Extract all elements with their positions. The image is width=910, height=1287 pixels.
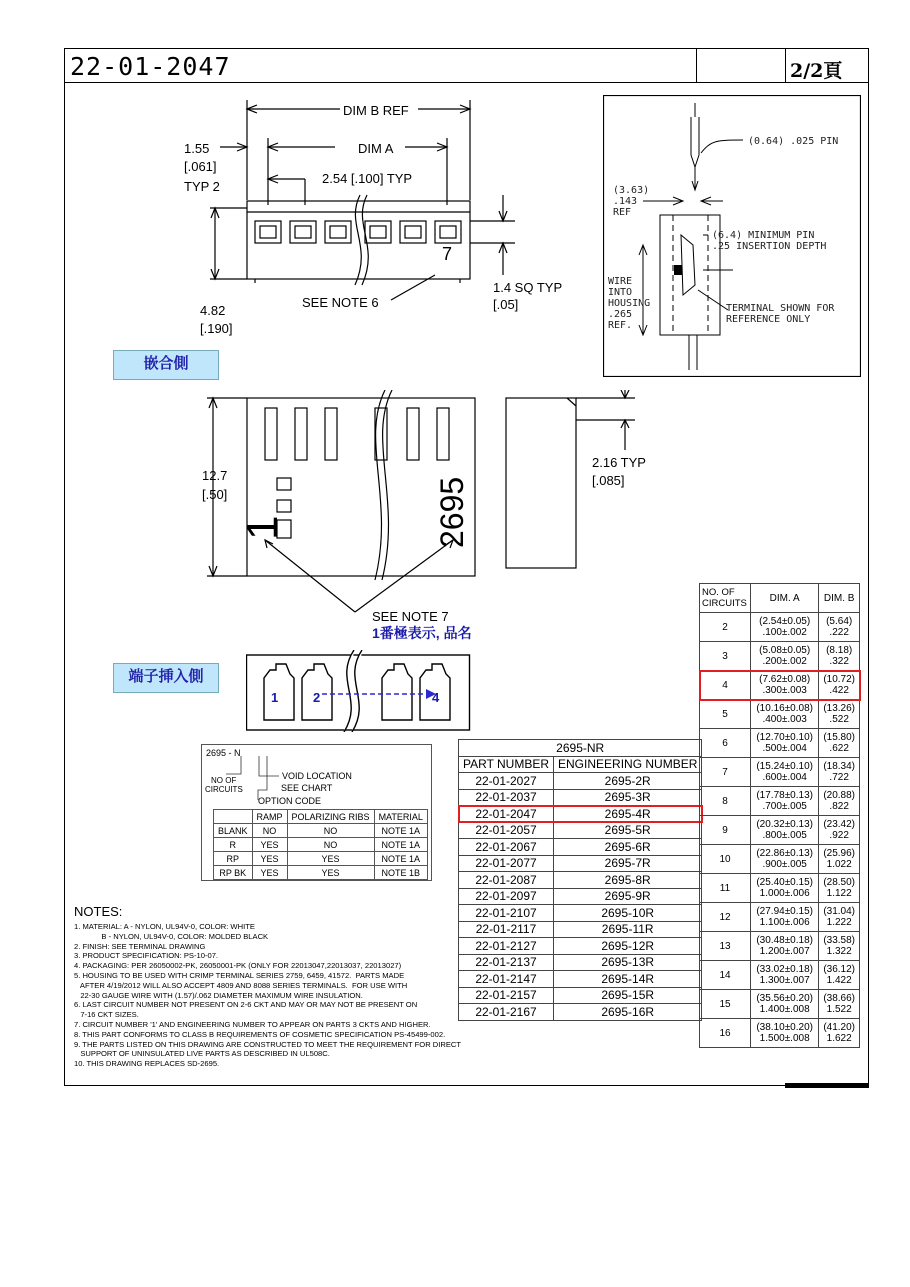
- height-mm: 4.82: [200, 303, 226, 318]
- note-item: 1. MATERIAL: A - NYLON, UL94V-0, COLOR: WHITE: [74, 922, 255, 931]
- pitch-typ: TYP 2: [184, 179, 220, 194]
- part-number-cell: 22-01-2047: [459, 806, 554, 823]
- dim-a-value: 1.300±.007: [759, 975, 810, 986]
- spacing-label: 2.54 [.100] TYP: [322, 171, 413, 186]
- cavity-2-label: 2: [313, 690, 321, 705]
- circuits-cell: 7: [700, 758, 751, 787]
- circuits-cell: 12: [700, 903, 751, 932]
- dim-b-label: DIM B REF: [343, 103, 409, 118]
- opt-h1: RAMP: [252, 810, 287, 824]
- dim-a-cell: [751, 613, 819, 642]
- part-number-table: [458, 739, 702, 1021]
- part-row: [459, 855, 702, 872]
- opt-cell: BLANK: [214, 824, 253, 838]
- part-row: [459, 888, 702, 905]
- dim-a-value: 1.400±.008: [759, 1004, 810, 1015]
- engineering-number-cell: 2695-4R: [554, 806, 702, 823]
- note-item: 7-16 CKT SIZES.: [74, 1010, 139, 1020]
- dim-a-cell: [751, 729, 819, 758]
- circuits-cell: 5: [700, 700, 751, 729]
- dim-b-value: .822: [829, 801, 849, 812]
- part-row: [459, 954, 702, 971]
- dim-b-value: .622: [829, 743, 849, 754]
- engineering-number-cell: 2695-10R: [554, 905, 702, 922]
- dim-a-cell: [751, 874, 819, 903]
- part-mark-text: 2695: [434, 476, 470, 548]
- dim-a-cell: [751, 845, 819, 874]
- opt-cell: NO: [287, 838, 374, 852]
- part-row: [459, 822, 702, 839]
- opt-cell: NOTE 1A: [374, 852, 427, 866]
- opt-cell: YES: [287, 852, 374, 866]
- dim-b-value: (8.18): [826, 645, 853, 656]
- part-number-cell: 22-01-2167: [459, 1004, 554, 1021]
- dim-row: [700, 874, 860, 903]
- top-view-drawing: [195, 95, 595, 345]
- dim-row: [700, 990, 860, 1019]
- option-no-of: NO OF: [211, 776, 237, 785]
- engineering-number-cell: 2695-9R: [554, 888, 702, 905]
- dimension-table: [699, 583, 860, 1048]
- min-insertion: (6.4) MINIMUM PIN: [712, 230, 815, 241]
- dim-a-value: (30.48±0.18): [756, 935, 813, 946]
- dim-row: [700, 845, 860, 874]
- part-number-cell: 22-01-2037: [459, 789, 554, 806]
- part-number-cell: 22-01-2107: [459, 905, 554, 922]
- part-number-cell: 22-01-2127: [459, 938, 554, 955]
- engineering-number-cell: 2695-3R: [554, 789, 702, 806]
- dim-a-cell: [751, 642, 819, 671]
- opt-cell: NO: [287, 824, 374, 838]
- dim-row: [700, 671, 860, 700]
- circuits-cell: 2: [700, 613, 751, 642]
- dim-row: [700, 758, 860, 787]
- note-item: 2. FINISH: SEE TERMINAL DRAWING: [74, 941, 206, 951]
- circuits-cell: 14: [700, 961, 751, 990]
- dim-b-cell: [819, 642, 860, 671]
- dim-a-cell: [751, 903, 819, 932]
- cavity-1-label: 1: [271, 690, 279, 705]
- engineering-number-cell: 2695-6R: [554, 839, 702, 856]
- dim-b-cell: [819, 816, 860, 845]
- part-row: [459, 971, 702, 988]
- opt-cell: NOTE 1A: [374, 838, 427, 852]
- part-number-cell: 22-01-2097: [459, 888, 554, 905]
- engineering-number-cell: 2695-7R: [554, 855, 702, 872]
- part-row: [459, 872, 702, 889]
- note-item: 4. PACKAGING: PER 26050002-PK, 26050001-PK (ONLY FOR 22013047,22013037, 22013027): [74, 961, 402, 971]
- opt-cell: YES: [287, 866, 374, 880]
- circuits-cell: 16: [700, 1019, 751, 1048]
- dim-a-value: (5.08±0.05): [759, 645, 811, 656]
- option-table: [213, 809, 428, 880]
- dim-a-value: .800±.005: [762, 830, 807, 841]
- opt-cell: YES: [252, 838, 287, 852]
- option-circuits: CIRCUITS: [205, 785, 243, 794]
- dim-b-cell: [819, 613, 860, 642]
- dim-b-value: .422: [829, 685, 849, 696]
- typ-dim-in: [.085]: [592, 473, 625, 488]
- dim-row: [700, 932, 860, 961]
- drawing-title: 22-01-2047: [70, 52, 231, 81]
- dim-row: [700, 903, 860, 932]
- dim-b-value: 1.022: [826, 859, 852, 870]
- pitch-in: [.061]: [184, 159, 217, 174]
- dim-b-value: 1.122: [826, 888, 852, 899]
- dim-b-cell: [819, 758, 860, 787]
- dim-a-value: 1.500±.008: [759, 1033, 810, 1044]
- dim-a-value: .700±.005: [762, 801, 807, 812]
- dim-b-value: (10.72): [823, 674, 855, 685]
- opt-cell: RP BK: [214, 866, 253, 880]
- dim-b-value: .222: [829, 627, 849, 638]
- opt-cell: NO: [252, 824, 287, 838]
- dim-header-b: DIM. B: [819, 584, 860, 613]
- part-number-cell: 22-01-2147: [459, 971, 554, 988]
- part-table-title: 2695-NR: [459, 740, 702, 757]
- note-item: AFTER 4/19/2012 WILL ALSO ACCEPT 4809 AND 8088 SERIES TERMINALS. FOR USE WITH: [74, 980, 408, 990]
- part-row: [459, 987, 702, 1004]
- opt-cell: YES: [252, 852, 287, 866]
- dim-header-a: DIM. A: [751, 584, 819, 613]
- dim-a-value: (25.40±0.15): [756, 877, 813, 888]
- dim-a-cell: [751, 758, 819, 787]
- engineering-number-cell: 2695-8R: [554, 872, 702, 889]
- engineering-number-cell: 2695-11R: [554, 921, 702, 938]
- dim-a-value: (27.94±0.15): [756, 906, 813, 917]
- dim-a-value: .300±.003: [762, 685, 807, 696]
- dim-b-value: .522: [829, 714, 849, 725]
- dim-a-value: 1.200±.007: [759, 946, 810, 957]
- part-row: [459, 806, 702, 823]
- dim-a-value: 1.100±.006: [759, 917, 810, 928]
- dim-b-value: (28.50): [823, 877, 855, 888]
- mating-side-label: 嵌合側: [113, 350, 219, 380]
- opt-h3: MATERIAL: [374, 810, 427, 824]
- part-row: [459, 1004, 702, 1021]
- dim-a-value: (10.16±0.08): [756, 703, 813, 714]
- dim-b-value: (38.66): [823, 993, 855, 1004]
- header-divider: [64, 82, 869, 83]
- sq-dim-in: [.05]: [493, 297, 519, 312]
- part-number-cell: 22-01-2117: [459, 921, 554, 938]
- circuits-cell: 13: [700, 932, 751, 961]
- dim-b-cell: [819, 700, 860, 729]
- part-number-cell: 22-01-2067: [459, 839, 554, 856]
- dim-b-value: 1.222: [826, 917, 852, 928]
- dim-b-value: 1.622: [826, 1033, 852, 1044]
- dim-a-value: (38.10±0.20): [756, 1022, 813, 1033]
- dim-b-value: (41.20): [823, 1022, 855, 1033]
- dim-b-cell: [819, 845, 860, 874]
- dim-a-cell: [751, 990, 819, 1019]
- dim-b-value: (33.58): [823, 935, 855, 946]
- pn-header-eng: ENGINEERING NUMBER: [554, 756, 702, 773]
- dim-a-value: (33.02±0.18): [756, 964, 813, 975]
- dim-b-value: .322: [829, 656, 849, 667]
- dim-a-cell: [751, 961, 819, 990]
- option-code-label: OPTION CODE: [258, 796, 322, 806]
- dim-b-value: (36.12): [823, 964, 855, 975]
- dim-b-cell: [819, 961, 860, 990]
- note-item: 7. CIRCUIT NUMBER '1' AND ENGINEERING NUMBER TO APPEAR ON PARTS 3 CKTS AND HIGHER.: [74, 1019, 431, 1029]
- dim-b-cell: [819, 671, 860, 700]
- dim-row: [700, 700, 860, 729]
- dim-b-value: .722: [829, 772, 849, 783]
- circuits-cell: 15: [700, 990, 751, 1019]
- front-height-in: [.50]: [202, 487, 228, 502]
- dim-b-value: (5.64): [826, 616, 853, 627]
- dim-b-value: (13.26): [823, 703, 855, 714]
- dim-a-cell: [751, 700, 819, 729]
- option-see-chart: SEE CHART: [281, 783, 333, 793]
- opt-cell: NOTE 1A: [374, 824, 427, 838]
- dim-a-value: .900±.005: [762, 859, 807, 870]
- engineering-number-cell: 2695-12R: [554, 938, 702, 955]
- option-leaders: [201, 744, 321, 804]
- dim-b-cell: [819, 903, 860, 932]
- note-item: 3. PRODUCT SPECIFICATION: PS-10-07.: [74, 951, 219, 961]
- dim-a-value: .500±.004: [762, 743, 807, 754]
- circuits-cell: 3: [700, 642, 751, 671]
- dim-a-value: .200±.002: [762, 656, 807, 667]
- dim-row: [700, 961, 860, 990]
- circuits-cell: 8: [700, 787, 751, 816]
- engineering-number-cell: 2695-16R: [554, 1004, 702, 1021]
- pin-label: (0.64) .025 PIN: [748, 136, 839, 147]
- sq-dim-mm: 1.4 SQ TYP: [493, 280, 563, 295]
- dim-b-value: .922: [829, 830, 849, 841]
- dim-b-value: 1.322: [826, 946, 852, 957]
- dim-a-value: (2.54±0.05): [759, 616, 811, 627]
- opt-cell: YES: [252, 866, 287, 880]
- note-item: 9. THE PARTS LISTED ON THIS DRAWING ARE CONSTRUCTED TO MEET THE REQUIREMENT FOR DIRECT: [74, 1039, 462, 1049]
- circuits-cell: 11: [700, 874, 751, 903]
- part-row: [459, 839, 702, 856]
- part-row: [459, 921, 702, 938]
- pitch-mm: 1.55: [184, 141, 210, 156]
- dim-a-value: .100±.002: [762, 627, 807, 638]
- note-item: 10. THIS DRAWING REPLACES SD-2695.: [74, 1059, 220, 1069]
- height-in: [.190]: [200, 321, 233, 336]
- circuits-cell: 6: [700, 729, 751, 758]
- dim-row: [700, 1019, 860, 1048]
- circuits-cell: 9: [700, 816, 751, 845]
- dim-a-cell: [751, 932, 819, 961]
- mark-7: 7: [442, 244, 453, 264]
- bottom-bar: [785, 1083, 869, 1088]
- circuits-cell: 4: [700, 671, 751, 700]
- dim-b-cell: [819, 729, 860, 758]
- min-insertion-2: .25 INSERTION DEPTH: [712, 241, 827, 252]
- part-number-cell: 22-01-2057: [459, 822, 554, 839]
- option-prefix: 2695 - N: [206, 748, 241, 758]
- pin-mark-note: 1番極表示, 品名: [372, 625, 472, 641]
- part-row: [459, 938, 702, 955]
- engineering-number-cell: 2695-2R: [554, 773, 702, 790]
- opt-h2: POLARIZING RIBS: [287, 810, 374, 824]
- terminal-note: TERMINAL SHOWN FOR REFERENCE ONLY: [726, 303, 835, 325]
- see-note-6: SEE NOTE 6: [302, 295, 379, 310]
- part-number-cell: 22-01-2077: [459, 855, 554, 872]
- part-number-cell: 22-01-2157: [459, 987, 554, 1004]
- dim-b-cell: [819, 874, 860, 903]
- dim-a-label: DIM A: [358, 141, 394, 156]
- dim-a-value: (15.24±0.10): [756, 761, 813, 772]
- dim-b-value: (31.04): [823, 906, 855, 917]
- engineering-number-cell: 2695-5R: [554, 822, 702, 839]
- part-row: [459, 773, 702, 790]
- see-note-7: SEE NOTE 7: [372, 609, 449, 624]
- part-number-cell: 22-01-2087: [459, 872, 554, 889]
- opt-cell: NOTE 1B: [374, 866, 427, 880]
- dim-a-value: (17.78±0.13): [756, 790, 813, 801]
- part-row: [459, 789, 702, 806]
- dim-a-cell: [751, 816, 819, 845]
- option-void: VOID LOCATION: [282, 771, 352, 781]
- dim-a-value: 1.000±.006: [759, 888, 810, 899]
- opt-cell: RP: [214, 852, 253, 866]
- dim-b-value: (23.42): [823, 819, 855, 830]
- dim-a-value: (35.56±0.20): [756, 993, 813, 1004]
- dim-b-value: (15.80): [823, 732, 855, 743]
- part-number-cell: 22-01-2137: [459, 954, 554, 971]
- dim-b-value: 1.522: [826, 1004, 852, 1015]
- engineering-number-cell: 2695-13R: [554, 954, 702, 971]
- page-number: 2/2頁: [790, 60, 843, 82]
- dim-row: [700, 729, 860, 758]
- dim-a-cell: [751, 671, 819, 700]
- dim-b-value: (20.88): [823, 790, 855, 801]
- dim-row: [700, 642, 860, 671]
- pn-header-part: PART NUMBER: [459, 756, 554, 773]
- typ-dim-mm: 2.16 TYP: [592, 455, 646, 470]
- notes-title: NOTES:: [74, 904, 123, 919]
- dim-b-cell: [819, 932, 860, 961]
- dim-header-circuits: NO. OF CIRCUITS: [700, 584, 751, 613]
- dim-row: [700, 816, 860, 845]
- cavity-4-label: 4: [432, 690, 440, 705]
- dim-b-cell: [819, 1019, 860, 1048]
- insertion-side-label: 端子挿入側: [113, 663, 219, 693]
- part-row: [459, 905, 702, 922]
- ref-dim: (3.63) .143 REF: [613, 185, 650, 218]
- engineering-number-cell: 2695-15R: [554, 987, 702, 1004]
- note-item: 5. HOUSING TO BE USED WITH CRIMP TERMINAL SERIES 2759, 6459, 41572. PARTS MADE: [74, 970, 405, 980]
- notes-section: [74, 904, 494, 1069]
- engineering-number-cell: 2695-14R: [554, 971, 702, 988]
- dim-a-value: .600±.004: [762, 772, 807, 783]
- dim-a-value: (22.86±0.13): [756, 848, 813, 859]
- dim-b-cell: [819, 990, 860, 1019]
- dim-b-value: 1.422: [826, 975, 852, 986]
- dim-a-cell: [751, 787, 819, 816]
- front-height-mm: 12.7: [202, 468, 228, 483]
- opt-h0: [214, 810, 253, 824]
- note-item: B - NYLON, UL94V-0, COLOR: MOLDED BLACK: [74, 931, 269, 941]
- dim-a-value: (7.62±0.08): [759, 674, 811, 685]
- wire-label: WIRE INTO HOUSING .265 REF.: [608, 276, 651, 331]
- dim-b-value: (18.34): [823, 761, 855, 772]
- header-divider-v1: [696, 48, 697, 83]
- pin-1-mark: 1: [238, 515, 287, 540]
- dim-a-value: (20.32±0.13): [756, 819, 813, 830]
- dim-a-value: (12.70±0.10): [756, 732, 813, 743]
- circuits-cell: 10: [700, 845, 751, 874]
- note-item: 8. THIS PART CONFORMS TO CLASS B REQUIREMENTS OF COSMETIC SPECIFICATION PS-45499-002.: [74, 1029, 446, 1039]
- dim-a-value: .400±.003: [762, 714, 807, 725]
- note-item: 22-30 GAUGE WIRE WITH (1.57)/.062 DIAMETER MAXIMUM WIRE INSULATION.: [74, 990, 363, 1000]
- dim-b-value: (25.96): [823, 848, 855, 859]
- header-divider-v2: [785, 48, 786, 83]
- note-item: 6. LAST CIRCUIT NUMBER NOT PRESENT ON 2-6 CKT AND MAY OR MAY NOT BE PRESENT ON: [74, 1000, 418, 1010]
- dim-row: [700, 613, 860, 642]
- opt-cell: R: [214, 838, 253, 852]
- note-item: SUPPORT OF UNINSULATED LIVE PARTS AS DESCRIBED IN UL508C.: [74, 1049, 330, 1059]
- dim-a-cell: [751, 1019, 819, 1048]
- dim-b-cell: [819, 787, 860, 816]
- part-number-cell: 22-01-2027: [459, 773, 554, 790]
- dim-row: [700, 787, 860, 816]
